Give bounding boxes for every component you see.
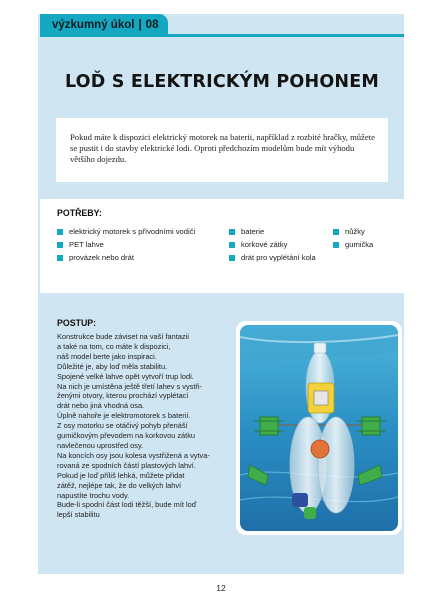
list-item: provázek nebo drát (57, 251, 195, 264)
needs-heading: POTŘEBY: (57, 208, 102, 218)
list-item: korkové zátky (229, 238, 316, 251)
steps-text: Konstrukce bude záviset na vaší fantazii a také na tom, co máte k dispozici, náš model berte jako inspiraci. Důležité je, aby loď měla stabilitu. Spojené velké lahve opět vytvoří trup lodi. Na nich je umístěna ještě třetí lahev s vystři- ženými otvory, kterou prochází vyplétací drát nebo jiná vhodná osa. Úplně nahoře je elektromotorek s baterií. Z osy motorku se otáčivý pohyb přenáší gumičkovým převodem na korkovou zátku navlečenou uprostřed osy. Na koncích osy jsou kolesa vystřižená a vytva- rovaná ze spodních částí plastových lahví. Pokud je loď příliš lehká, můžete přidat zátěž, nejlépe tak, že do velkých lahví napustíte trochu vody. Bude-li spodní část lodi těžší, bude mít loď lepší stabilitu (57, 332, 210, 520)
list-item: gumička (333, 238, 373, 251)
bullet-icon (57, 242, 63, 248)
bullet-icon (229, 229, 235, 235)
bullet-icon (333, 242, 339, 248)
list-item: nůžky (333, 225, 373, 238)
bullet-icon (229, 255, 235, 261)
bullet-icon (333, 229, 339, 235)
title-area (40, 40, 404, 124)
needs-column-3 (333, 225, 373, 251)
list-item: drát pro vyplétání kola (229, 251, 316, 264)
page-title: LOĎ S ELEKTRICKÝM POHONEM (64, 72, 380, 92)
intro-text: Pokud máte k dispozici elektrický motorek na baterii, například z rozbité hračky, můžete se pustit i do stavby elektrické lodi. Oproti předchozím modelům bude mít výhodu většího dojezdu. (70, 132, 375, 164)
section-separator: | (138, 19, 142, 31)
header-rule (40, 34, 406, 37)
bottle-neck (314, 343, 326, 353)
needs-column-2 (229, 225, 316, 264)
bullet-icon (57, 255, 63, 261)
blue-cap (292, 493, 308, 507)
section-tab (40, 14, 168, 36)
needs-box (40, 199, 404, 293)
cork (311, 440, 329, 458)
section-label: výzkumný úkol (52, 19, 135, 31)
page-edge (404, 14, 442, 574)
page-number: 12 (216, 583, 226, 593)
bullet-icon (229, 242, 235, 248)
motor (314, 391, 328, 405)
list-item: elektrický motorek s přívodními vodiči (57, 225, 195, 238)
boat-photo (236, 321, 402, 535)
intro-box (56, 118, 388, 182)
needs-column-1 (57, 225, 195, 264)
bullet-icon (57, 229, 63, 235)
section-number: 08 (145, 19, 159, 31)
steps-heading: POSTUP: (57, 318, 97, 328)
steps-section (57, 318, 237, 520)
boat-photo-image (240, 325, 398, 531)
list-item: PET lahve (57, 238, 195, 251)
hull-bottle-right (318, 417, 354, 513)
list-item: baterie (229, 225, 316, 238)
green-cap (304, 507, 316, 519)
